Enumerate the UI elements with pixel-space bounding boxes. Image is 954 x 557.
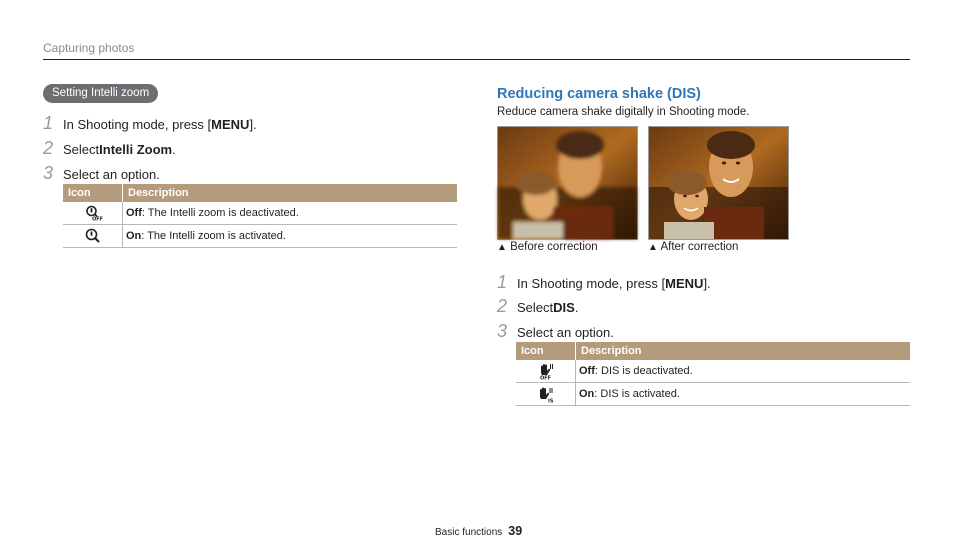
step-text: Select an option. xyxy=(517,325,614,340)
step-text: Select an option. xyxy=(63,167,160,182)
step-text-end: ]. xyxy=(249,117,257,132)
description-column-header: Description xyxy=(576,342,911,360)
step-text-end: . xyxy=(574,300,579,315)
after-caption-text: After correction xyxy=(660,241,739,253)
step-text-end: ]. xyxy=(703,276,711,291)
icon-cell xyxy=(63,225,123,248)
step-number: 2 xyxy=(497,296,508,316)
table-row xyxy=(63,225,457,248)
option-description: : The Intelli zoom is activated. xyxy=(141,230,286,242)
before-correction-photo xyxy=(497,126,638,240)
left-step-3 xyxy=(43,163,160,184)
icon-column-header: Icon xyxy=(63,184,123,202)
menu-key: MENU xyxy=(665,276,704,291)
section-title: Reducing camera shake (DIS) xyxy=(497,86,701,102)
icon-column-header: Icon xyxy=(516,342,576,360)
option-description: : DIS is activated. xyxy=(594,388,680,400)
before-caption-text: Before correction xyxy=(510,241,598,253)
page-number: 39 xyxy=(508,524,523,538)
sharp-couple-image xyxy=(649,127,788,239)
option-name: Intelli Zoom xyxy=(99,142,173,157)
dis-off-icon xyxy=(537,362,555,380)
option-label: On xyxy=(579,388,595,400)
page-header-title: Capturing photos xyxy=(43,41,135,55)
option-description: : DIS is deactivated. xyxy=(594,365,693,377)
description-column-header: Description xyxy=(123,184,458,202)
blurred-couple-image xyxy=(498,127,637,239)
step-number: 1 xyxy=(497,272,508,292)
right-step-1 xyxy=(497,272,711,293)
step-text: In Shooting mode, press [ xyxy=(63,117,212,132)
footer-section-name: Basic functions xyxy=(435,527,503,538)
menu-key: MENU xyxy=(211,117,250,132)
right-step-3 xyxy=(497,321,614,342)
intelli-zoom-on-icon xyxy=(85,228,101,244)
intelli-zoom-options-table xyxy=(63,184,457,248)
description-cell xyxy=(123,225,458,248)
table-header-row xyxy=(516,342,910,360)
after-correction-photo xyxy=(648,126,789,240)
svg-text:IS: IS xyxy=(547,398,553,405)
left-step-1 xyxy=(43,113,257,134)
table-row xyxy=(516,360,910,383)
step-number: 3 xyxy=(497,321,508,341)
step-number: 1 xyxy=(43,113,54,133)
header-divider xyxy=(43,59,910,60)
icon-cell xyxy=(63,202,123,225)
triangle-marker-icon: ▲ xyxy=(497,242,507,253)
description-cell xyxy=(576,383,911,406)
description-cell xyxy=(576,360,911,383)
description-cell xyxy=(123,202,458,225)
right-step-2 xyxy=(497,296,578,317)
option-description: : The Intelli zoom is deactivated. xyxy=(141,207,299,219)
table-row xyxy=(516,383,910,406)
svg-text:OFF: OFF xyxy=(91,216,103,223)
dis-options-table xyxy=(516,342,910,406)
after-caption xyxy=(648,241,738,253)
step-text: Select xyxy=(517,300,554,315)
before-caption xyxy=(497,241,598,253)
step-text: Select xyxy=(63,142,100,157)
dis-on-icon xyxy=(537,385,555,403)
intelli-zoom-off-icon xyxy=(85,205,101,221)
option-label: Off xyxy=(126,207,142,219)
step-text: In Shooting mode, press [ xyxy=(517,276,666,291)
page-footer xyxy=(435,524,522,538)
section-description: Reduce camera shake digitally in Shooting mode. xyxy=(497,106,750,118)
step-text-end: . xyxy=(172,142,176,157)
option-name: DIS xyxy=(553,300,575,315)
icon-cell xyxy=(516,383,576,406)
triangle-marker-icon: ▲ xyxy=(648,242,658,253)
step-number: 2 xyxy=(43,138,54,158)
step-number: 3 xyxy=(43,163,54,183)
table-row xyxy=(63,202,457,225)
option-label: On xyxy=(126,230,142,242)
table-header-row xyxy=(63,184,457,202)
svg-text:OFF: OFF xyxy=(539,375,551,382)
option-label: Off xyxy=(579,365,595,377)
icon-cell xyxy=(516,360,576,383)
left-step-2 xyxy=(43,138,176,159)
section-pill-intelli-zoom: Setting Intelli zoom xyxy=(43,84,158,103)
